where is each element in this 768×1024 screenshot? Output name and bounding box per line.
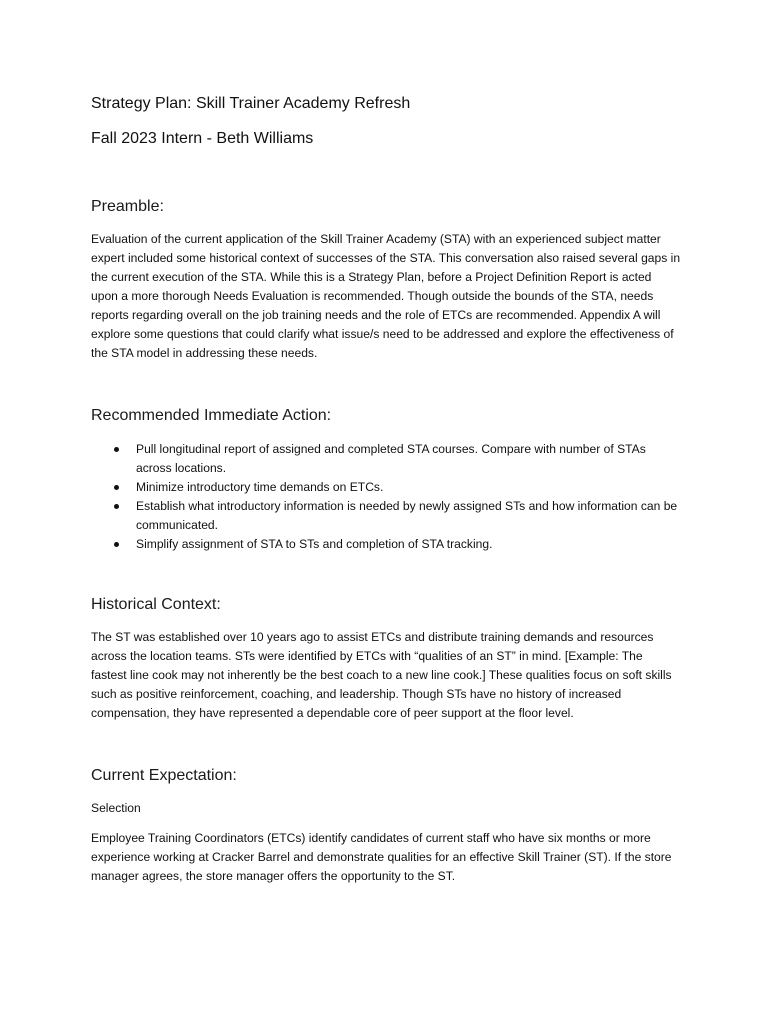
historical-context-heading: Historical Context: [91,596,221,613]
list-item-text: Establish what introductory information is needed by newly assigned STs and how information can be communicated. [136,499,678,532]
immediate-action-list [91,440,681,554]
selection-subheading: Selection [91,801,141,815]
immediate-action-heading: Recommended Immediate Action: [91,407,332,424]
list-item-text: Pull longitudinal report of assigned and completed STA courses. Compare with number of STAs across locations. [136,442,646,475]
list-item-text: Simplify assignment of STA to STs and completion of STA tracking. [136,537,493,551]
list-item-text: Minimize introductory time demands on ETCs. [136,480,384,494]
historical-context-paragraph: The ST was established over 10 years ago to assist ETCs and distribute training demands and resources across the location teams. STs were identified by ETCs with “qualities of an ST” in mind. [Example: The fastest line cook may not inherently be the best coach to a new line cook.] These qualities focus on soft skills such as positive reinforcement, coaching, and leadership. Though STs have no history of increased compensation, they have represented a dependable core of peer support at the floor level. [91,630,672,720]
preamble-paragraph: Evaluation of the current application of the Skill Trainer Academy (STA) with an experienced subject matter expert included some historical context of successes of the STA. This conversation also raised several gaps in the current execution of the STA. While this is a Strategy Plan, before a Project Definition Report is acted upon a more thorough Needs Evaluation is recommended. Though outside the bounds of the STA, needs reports regarding overall on the job training needs and the role of ETCs are recommended. Appendix A will explore some questions that could clarify what issue/s need to be addressed and explore the effectiveness of the STA model in addressing these needs. [91,232,681,360]
document-title: Strategy Plan: Skill Trainer Academy Refresh [91,95,411,112]
list-item [91,478,681,497]
bullet-icon [114,542,119,547]
bullet-icon [114,485,119,490]
preamble-heading: Preamble: [91,198,164,215]
current-expectation-heading: Current Expectation: [91,767,237,784]
list-item [91,440,681,478]
list-item [91,535,681,554]
bullet-icon [114,504,119,509]
list-item [91,497,681,535]
document-subtitle: Fall 2023 Intern - Beth Williams [91,130,314,147]
bullet-icon [114,447,119,452]
current-expectation-paragraph: Employee Training Coordinators (ETCs) identify candidates of current staff who have six months or more experience working at Cracker Barrel and demonstrate qualities for an effective Skill Trainer (ST). If the store manager agrees, the store manager offers the opportunity to the ST. [91,831,672,883]
